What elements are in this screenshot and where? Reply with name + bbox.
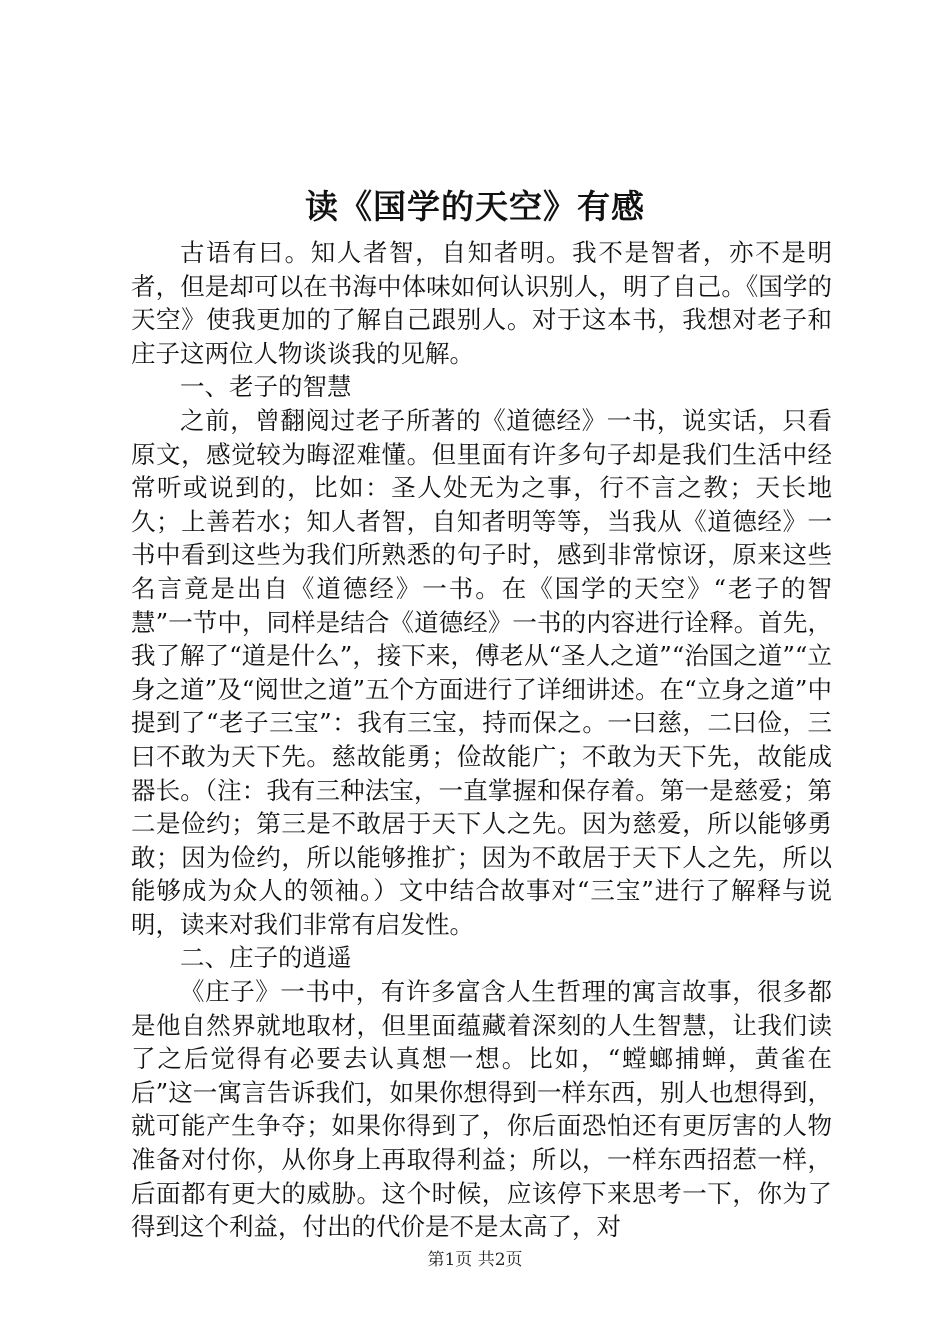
section-body-zhuangzi: 《庄子》一书中，有许多富含人生哲理的寓言故事，很多都是他自然界就地取材，但里面蕴藏着深刻的人生智慧，让我们读了之后觉得有必要去认真想一想。比如，“螳螂捕蝉，黄雀在后”这一寓言告诉我们，如果你想得到一样东西，别人也想得到，就可能产生争夺；如果你得到了，你后面恐怕还有更厉害的人物准备对付你，从你身上再取得利益；所以，一样东西招惹一样，后面都有更大的威胁。这个时候，应该停下来思考一下，你为了得到这个利益，付出的代价是不是太高了，对: [131, 977, 832, 1242]
section-heading-zhuangzi: 二、庄子的逍遥: [180, 943, 352, 973]
section-heading-laozi: 一、老子的智慧: [180, 372, 352, 402]
document-body: [131, 236, 832, 1244]
intro-paragraph: 古语有曰。知人者智，自知者明。我不是智者，亦不是明者，但是却可以在书海中体味如何认识别人，明了自己。《国学的天空》使我更加的了解自己跟别人。对于这本书，我想对老子和庄子这两位人物谈谈我的见解。: [131, 238, 832, 368]
page-footer: 第1页 共2页: [427, 1250, 523, 1270]
document-title: 读《国学的天空》有感: [305, 187, 645, 226]
section-body-laozi: 之前，曾翻阅过老子所著的《道德经》一书，说实话，只看原文，感觉较为晦涩难懂。但里面有许多句子却是我们生活中经常听或说到的，比如：圣人处无为之事，行不言之教；天长地久；上善若水；知人者智，自知者明等等，当我从《道德经》一书中看到这些为我们所熟悉的句子时，感到非常惊讶，原来这些名言竟是出自《道德经》一书。在《国学的天空》“老子的智慧”一节中，同样是结合《道德经》一书的内容进行诠释。首先，我了解了“道是什么”，接下来，傅老从“圣人之道”“治国之道”“立身之道”及“阅世之道”五个方面进行了详细讲述。在“立身之道”中提到了“老子三宝”：我有三宝，持而保之。一曰慈，二曰俭，三曰不敢为天下先。慈故能勇；俭故能广；不敢为天下先，故能成器长。（注：我有三种法宝，一直掌握和保存着。第一是慈爱；第二是俭约；第三是不敢居于天下人之先。因为慈爱，所以能够勇敢；因为俭约，所以能够推扩；因为不敢居于天下人之先，所以能够成为众人的领袖。）文中结合故事对“三宝”进行了解释与说明，读来对我们非常有启发性。: [131, 405, 832, 939]
